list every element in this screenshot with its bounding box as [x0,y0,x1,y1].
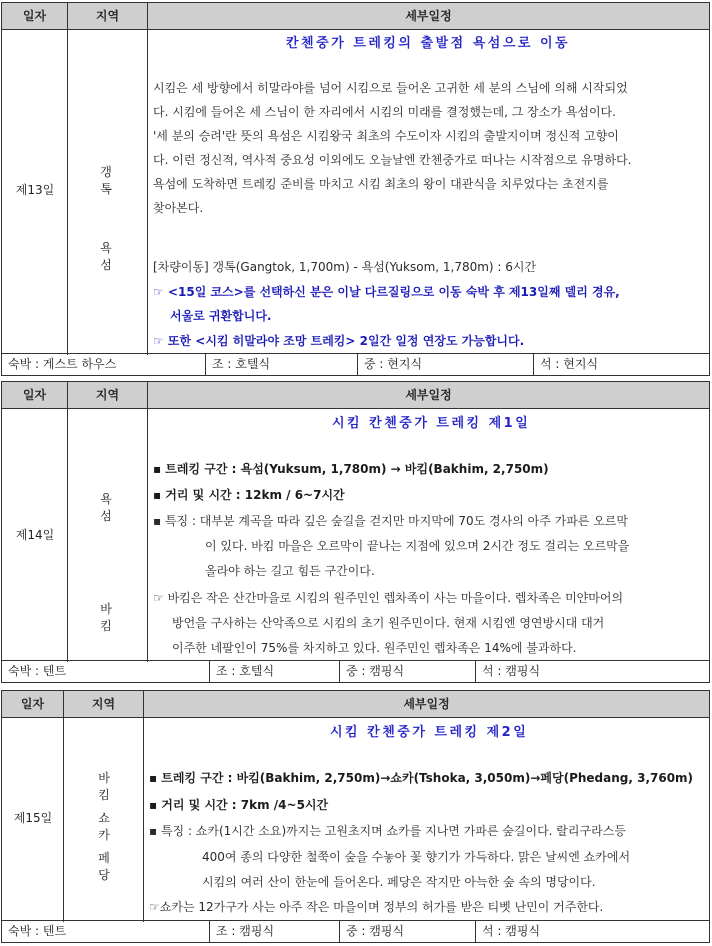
lodging: 숙박 : 텐트 [2,661,210,682]
desc-line: '세 분의 승려'란 뜻의 욕섬은 시킴왕국 최초의 수도이자 시킴의 출발지이며 정신적 고향이 [153,129,619,143]
desc-line: 다. 시킴에 들어온 세 스님이 한 자리에서 시킴의 미래를 결정했는데, 그 장소가 욕섬이다. [153,105,616,119]
desc-line: 시킴은 세 방향에서 히말라야를 넘어 시킴으로 들어온 고귀한 세 분의 스님에 의해 시작되었 [153,81,628,95]
day13-table [1,2,710,376]
header-region: 지역 [68,3,148,29]
region-1: 갱 톡 [100,165,126,196]
header-date: 일자 [2,691,64,717]
lunch: 중 : 캠핑식 [340,921,476,942]
header-region: 지역 [68,382,148,408]
meals-row [2,660,709,682]
dinner: 석 : 캠핑식 [482,924,541,938]
day-title: 시킴 칸첸중가 트레킹 제1일 [332,416,531,431]
info-line: 이주한 네팔인이 75%를 차지하고 있다. 원주민인 렙차족은 14%에 불과하다. [172,641,577,655]
desc-line: 다. 이런 정신적, 역사적 중요성 이외에도 오늘날엔 칸첸중가로 떠나는 시작점으로 유명하다. [153,153,632,167]
feature-line: ▪ 특징 : 쇼카(1시간 소요)까지는 고원초지며 쇼카를 지나면 가파른 숲길이다. 랄리구라스등 [149,824,626,838]
day-title: 칸첸중가 트레킹의 출발점 욕섬으로 이동 [286,36,571,51]
note-line: 서울로 귀환합니다. [170,309,272,323]
lodging: 숙박 : 텐트 [2,921,210,942]
feature-line: 400여 종의 다양한 철쭉이 숲을 수놓아 꽃 향기가 가득하다. 맑은 날씨엔 쇼카에서 [202,850,631,864]
desc-line: 찾아본다. [153,201,204,215]
header-detail: 세부일정 [405,388,452,402]
transfer-info: [차량이동] 갱톡(Gangtok, 1,700m) - 욕섬(Yuksom, 1,780m) : 6시간 [153,260,537,274]
distance-line: ▪ 거리 및 시간 : 12km / 6~7시간 [153,488,345,502]
route-line: ▪ 트레킹 구간 : 욕섬(Yuksum, 1,780m) → 바킴(Bakhim, 2,750m) [153,462,549,476]
feature-line: 올라야 하는 길고 힘든 구간이다. [205,564,375,578]
region-1: 바 킴 [98,771,124,802]
route-line: ▪ 트레킹 구간 : 바킴(Bakhim, 2,750m)→쇼카(Tshoka, 3,050m)→페당(Phedang, 3,760m) [149,771,694,785]
breakfast: 조 : 호텔식 [210,661,340,682]
day-label: 제14일 [15,528,55,542]
region-2: 욕 섬 [100,241,126,272]
info-line: ☞쇼카는 12가구가 사는 아주 작은 마을이며 정부의 허가를 받은 티벳 난민이 거주한다. [149,900,604,914]
header-detail: 세부일정 [403,697,450,711]
lunch: 중 : 현지식 [358,354,534,375]
day14-table [1,381,710,683]
desc-line: 욕섬에 도착하면 트레킹 준비를 마치고 시킴 최초의 왕이 대관식을 치루었다는 초전지를 [153,177,609,191]
feature-line: 이 있다. 바킴 마을은 오르막이 끝나는 지점에 있으며 2시간 정도 걸리는 오르막을 [205,539,630,553]
meals-row [2,920,709,942]
dinner: 석 : 캠핑식 [482,664,541,678]
day-title: 시킴 칸첸중가 트레킹 제2일 [330,725,529,740]
region-2: 쇼 카 [98,811,124,842]
feature-line: ▪ 특징 : 대부분 계곡을 따라 깊은 숲길을 걷지만 마지막에 70도 경사의 아주 가파른 오르막 [153,514,628,528]
info-line: 방언을 구사하는 산악족으로 시킴의 초기 원주민이다. 현재 시킴엔 영연방시대 대거 [172,616,605,630]
region-1: 욕 섬 [100,492,126,523]
info-line: ☞ 바킴은 작은 산간마을로 시킴의 원주민인 렙차족이 사는 마을이다. 렙차족은 미얀마어의 [153,591,624,605]
day15-table [1,690,710,943]
note-line: ☞ <15일 코스>를 선택하신 분은 이날 다르질링으로 이동 숙박 후 제13일째 델리 경유, [153,285,620,299]
lodging: 숙박 : 게스트 하우스 [2,354,206,375]
header-date: 일자 [2,382,68,408]
feature-line: 시킴의 여러 산이 한눈에 들어온다. 페당은 작지만 아늑한 숲 속의 명당이다. [202,875,596,889]
distance-line: ▪ 거리 및 시간 : 7km /4~5시간 [149,798,329,812]
day-label: 제15일 [13,811,53,825]
region-2: 바 킴 [100,602,126,633]
lunch: 중 : 캠핑식 [340,661,476,682]
header-detail: 세부일정 [405,9,452,23]
table-header [2,691,709,718]
breakfast: 조 : 캠핑식 [210,921,340,942]
region-3: 페 당 [98,851,124,882]
table-header [2,3,709,30]
table-header [2,382,709,409]
dinner: 석 : 현지식 [540,357,599,371]
note-line: ☞ 또한 <시킴 히말라야 조망 트레킹> 2일간 일정 연장도 가능합니다. [153,334,525,348]
breakfast: 조 : 호텔식 [206,354,358,375]
day-label: 제13일 [15,183,55,197]
header-region: 지역 [64,691,144,717]
meals-row [2,353,709,375]
header-date: 일자 [2,3,68,29]
